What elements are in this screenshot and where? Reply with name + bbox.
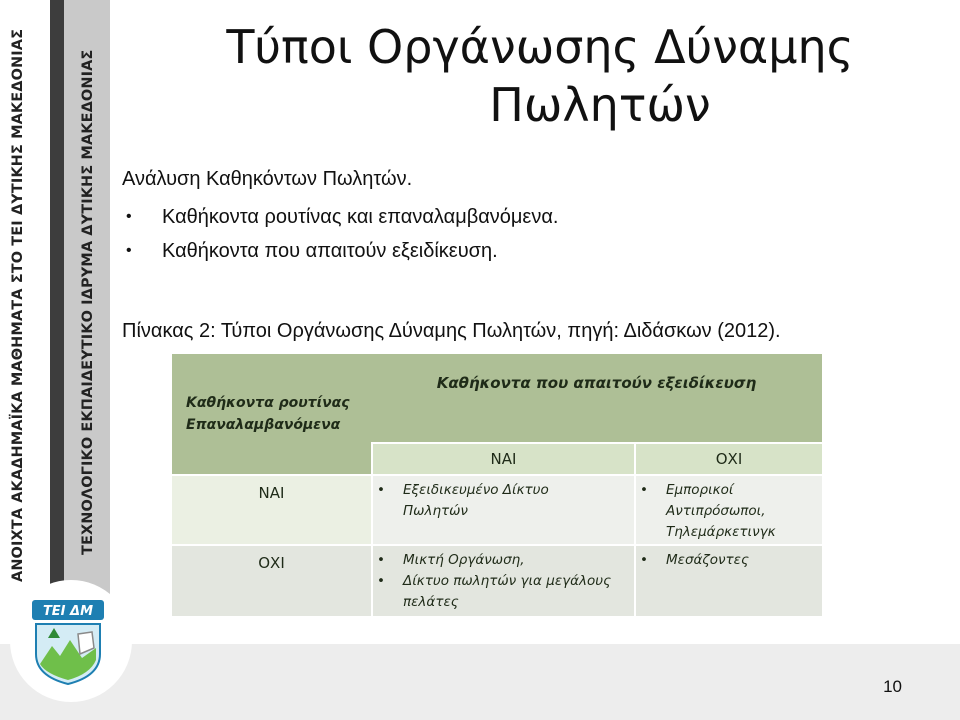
sidebar-inner-text: ΤΕΧΝΟΛΟΓΙΚΟ ΕΚΠΑΙΔΕΥΤΙΚΟ ΙΔΡΥΜΑ ΔΥΤΙΚΗΣ ΜΑΚΕΔΟΝΙΑΣ: [80, 49, 96, 555]
header-band-divider: [371, 442, 822, 444]
slide-title: [150, 18, 930, 134]
column-yes-header: [373, 444, 634, 474]
table-caption: Πίνακας 2: Τύποι Οργάνωσης Δύναμης Πωλητών, πηγή: Διδάσκων (2012).: [122, 320, 781, 342]
cell-no-yes: [373, 546, 634, 616]
subtitle: Ανάλυση Καθηκόντων Πωλητών.: [122, 168, 413, 190]
column-header-label: Καθήκοντα που απαιτούν εξειδίκευση: [436, 374, 757, 392]
cell-no-no: [636, 546, 822, 616]
sidebar-outer-text: ΑΝΟΙΧΤΑ ΑΚΑΔΗΜΑΪΚΑ ΜΑΘΗΜΑΤΑ ΣΤΟ ΤΕΙ ΔΥΤΙΚΗΣ ΜΑΚΕΔΟΝΙΑΣ: [10, 28, 26, 582]
bullet-item: • Καθήκοντα ρουτίνας και επαναλαμβανόμενα.: [122, 200, 558, 234]
row-header-label: Καθήκοντα ρουτίνας Επαναλαμβανόμενα: [186, 395, 350, 433]
cell-item: • Εξειδικευμένο Δίκτυο Πωλητών: [373, 480, 583, 522]
row-yes-label: ΝΑΙ: [258, 484, 285, 502]
footer-bar: [0, 644, 960, 720]
bullet-item: • Καθήκοντα που απαιτούν εξειδίκευση.: [122, 234, 558, 268]
title-line-2: Πωλητών: [489, 78, 711, 132]
row-no-header: [172, 546, 371, 616]
cell-item: • Μικτή Οργάνωση,: [373, 550, 634, 571]
page-number: 10: [883, 677, 902, 696]
column-yes-label: ΝΑΙ: [490, 450, 517, 468]
column-divider: [371, 442, 373, 616]
cell-item: • Μεσάζοντες: [636, 550, 822, 571]
column-divider: [634, 442, 636, 616]
cell-item: • Δίκτυο πωλητών για μεγάλους πελάτες: [373, 571, 623, 613]
cell-yes-yes: [373, 476, 634, 544]
tei-dm-logo-icon: [30, 598, 106, 686]
sales-force-table: [172, 354, 822, 616]
row-no-label: ΟΧΙ: [258, 554, 285, 572]
cell-yes-no: [636, 476, 822, 544]
row-yes-header: [172, 476, 371, 544]
column-header-cell: [371, 354, 822, 442]
logo-text: ΤΕΙ ΔΜ: [42, 604, 94, 619]
cell-item: • Εμπορικοί Αντιπρόσωποι, Τηλεμάρκετινγκ: [636, 480, 806, 543]
title-line-1: Τύποι Οργάνωσης Δύναμης: [226, 20, 854, 74]
row-header-cell: [172, 354, 371, 474]
column-no-header: [636, 444, 822, 474]
column-no-label: ΟΧΙ: [715, 450, 743, 468]
bullet-list: [122, 200, 558, 268]
